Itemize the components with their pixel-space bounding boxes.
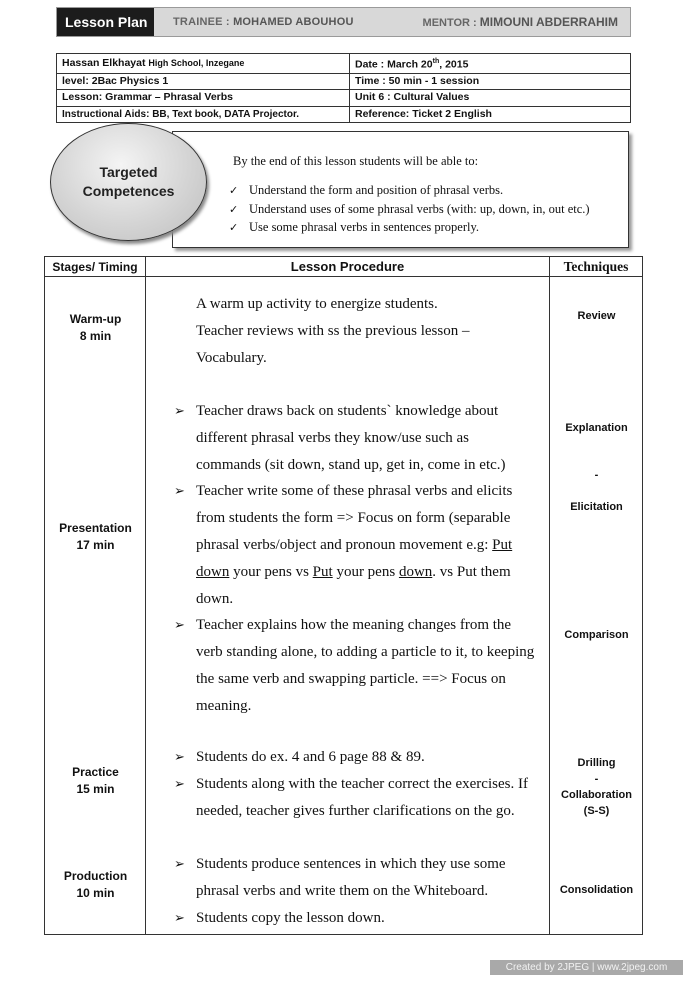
technique-elicitation: Elicitation (570, 501, 623, 513)
list-item: ➢ Students do ex. 4 and 6 page 88 & 89. (196, 744, 551, 771)
lesson-cell: Lesson: Grammar – Phrasal Verbs (57, 90, 350, 107)
check-icon: ✓ (229, 222, 239, 234)
mentor-name: MIMOUNI ABDERRAHIM (479, 15, 618, 29)
technique-dash: - (594, 469, 599, 481)
time-cell: Time : 50 min - 1 session (350, 73, 631, 90)
technique-consolidation: Consolidation (559, 884, 634, 896)
stage-production: Production 10 min (63, 869, 128, 900)
competences-title: Targeted Competences (82, 164, 175, 199)
presentation-text: ➢ Teacher draws back on students` knowledge about different phrasal verbs they know/use such as commands (sit down, stand up, get in, come in etc.) ➢ Teacher write some of these phrasal verbs and elicits from students the form => Focus on form (separable phrasal verbs/object and pronoun movement e.g: Put down your pens vs Put your pens down. vs Put them down. ➢ Teacher explains how the meaning changes from the verb standing alone, to adding a particle to it, to keeping the same verb and swapping particle. ==> Focus on meaning. (196, 398, 551, 720)
check-icon: ✓ (229, 203, 239, 216)
level-cell: level: 2Bac Physics 1 (57, 73, 350, 90)
list-item: ➢ Students copy the lesson down. (196, 905, 551, 932)
arrow-bullet-icon: ➢ (174, 403, 185, 418)
list-item: ➢ Students produce sentences in which they use some (196, 851, 551, 878)
technique-explanation: Explanation (565, 422, 628, 434)
arrow-bullet-icon: ➢ (174, 856, 185, 871)
competence-item: ✓ Use some phrasal verbs in sentences properly. (229, 219, 590, 238)
stage-practice: Practice 15 min (72, 765, 119, 796)
check-icon: ✓ (229, 185, 239, 197)
date-suffix: , 2015 (439, 58, 469, 71)
stages-column (45, 277, 146, 935)
procedure-column (146, 277, 550, 935)
trainee-name: MOHAMED ABOUHOU (233, 16, 354, 28)
date-sup: th (432, 58, 440, 65)
unit-cell: Unit 6 : Cultural Values (350, 90, 631, 107)
arrow-bullet-icon: ➢ (174, 617, 185, 633)
header-bar (56, 7, 631, 37)
technique-drilling-block: Drilling - Collaboration (S-S) (561, 757, 632, 817)
stage-presentation: Presentation 17 min (59, 521, 132, 552)
reference-cell: Reference: Ticket 2 English (350, 106, 631, 123)
production-text: ➢ Students produce sentences in which they use some phrasal verbs and write them on the Whiteboard. ➢ Students copy the lesson down. (196, 851, 551, 931)
list-item: ➢ Teacher explains how the meaning changes from the (196, 612, 551, 639)
mentor-label: MENTOR : (422, 17, 480, 29)
lesson-plan-title: Lesson Plan (57, 8, 154, 36)
technique-review: Review (577, 310, 616, 322)
header-stages: Stages/ Timing (45, 257, 146, 277)
date-cell (350, 54, 631, 74)
list-item: ➢ Students along with the teacher correct the exercises. If (196, 771, 551, 798)
school-name: Hassan Elkhayat (62, 56, 146, 69)
trainee-label: TRAINEE : (173, 16, 234, 28)
trainee-info (173, 8, 354, 36)
arrow-bullet-icon: ➢ (174, 749, 185, 764)
warmup-text: A warm up activity to energize students. Teacher reviews with ss the previous lesson – Vocabulary. (196, 296, 470, 366)
targeted-competences-ellipse (50, 123, 207, 241)
arrow-bullet-icon: ➢ (174, 909, 185, 925)
school-cell (57, 54, 350, 74)
competence-item: ✓ Understand the form and position of phrasal verbs. (229, 182, 590, 201)
aids-cell: Instructional Aids: BB, Text book, DATA Projector. (57, 106, 350, 123)
mentor-info (423, 8, 618, 37)
stage-warmup: Warm-up 8 min (69, 312, 122, 343)
header-procedure: Lesson Procedure (146, 257, 550, 277)
date-prefix: Date : March 20 (355, 58, 433, 71)
list-item: ➢ Teacher draws back on students` knowledge about (196, 398, 551, 425)
technique-comparison: Comparison (564, 629, 629, 641)
arrow-bullet-icon: ➢ (174, 483, 185, 499)
school-rest: High School, Inzegane (148, 57, 245, 68)
competences-intro: By the end of this lesson students will be able to: (233, 154, 479, 168)
list-item: ➢ Teacher write some of these phrasal verbs and elicits (196, 478, 551, 505)
procedure-table (44, 256, 643, 935)
arrow-bullet-icon: ➢ (174, 775, 185, 791)
techniques-column (550, 277, 643, 935)
header-techniques: Techniques (550, 257, 643, 277)
practice-text: ➢ Students do ex. 4 and 6 page 88 & 89. ➢ Students along with the teacher correct the exercises. If needed, teacher gives further clarifications on the go. (196, 744, 551, 824)
info-table (56, 53, 631, 123)
watermark: Created by 2JPEG | www.2jpeg.com (490, 960, 683, 975)
competences-list (229, 182, 590, 238)
competence-item: ✓ Understand uses of some phrasal verbs (with: up, down, in, out etc.) (229, 201, 590, 220)
competences-box (172, 131, 629, 248)
